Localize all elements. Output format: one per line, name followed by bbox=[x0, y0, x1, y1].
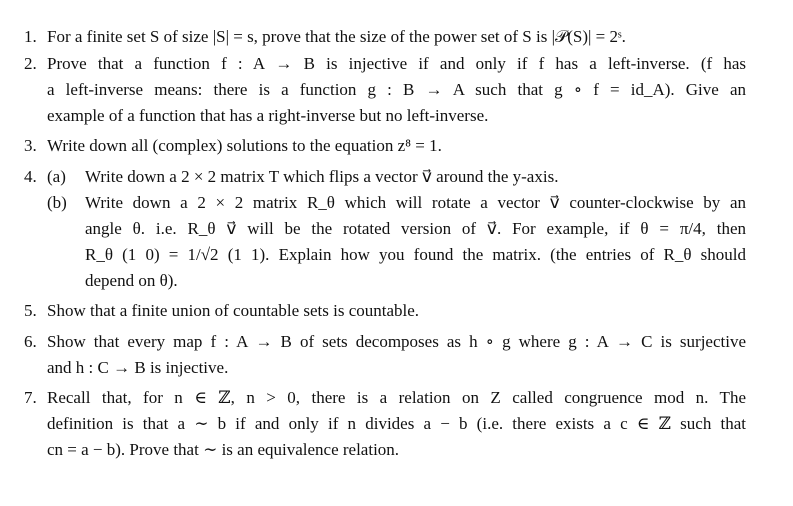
question-number: 4. bbox=[24, 167, 37, 186]
question-number: 5. bbox=[24, 301, 37, 320]
question-6 bbox=[24, 332, 746, 384]
question-text-line: and h : C → B is injective. bbox=[47, 358, 229, 377]
part-label: (a) bbox=[47, 167, 66, 186]
question-7 bbox=[24, 388, 746, 466]
question-3 bbox=[24, 136, 746, 162]
part-label: (b) bbox=[47, 193, 67, 212]
question-text-line: definition is that a ∼ b if and only if n divides a − b (i.e. there exists a c ∈ ℤ such that bbox=[47, 414, 746, 433]
question-4a bbox=[47, 167, 746, 193]
question-text-line: Recall that, for n ∈ ℤ, n > 0, there is a relation on Z called congruence mod n. The bbox=[47, 388, 746, 407]
question-4 bbox=[24, 167, 746, 297]
question-text-line: depend on θ). bbox=[85, 271, 178, 290]
question-text-line: a left-inverse means: there is a function g : B → A such that g ∘ f = id_A). Give an bbox=[47, 80, 746, 99]
question-text-line: Prove that a function f : A → B is injective if and only if f has a left-inverse. (f has bbox=[47, 54, 746, 73]
question-text-line: Write down all (complex) solutions to the equation z⁸ = 1. bbox=[47, 136, 442, 155]
question-text-line: For a finite set S of size |S| = s, prove that the size of the power set of S is |𝒫(S)| = 2ˢ. bbox=[47, 27, 626, 46]
question-text-line: R_θ (1 0) = 1/√2 (1 1). Explain how you found the matrix. (the entries of R_θ should bbox=[85, 245, 746, 264]
question-2 bbox=[24, 54, 746, 132]
question-number: 7. bbox=[24, 388, 37, 407]
question-text-line: Show that every map f : A → B of sets decomposes as h ∘ g where g : A → C is surjective bbox=[47, 332, 746, 351]
question-4b bbox=[47, 193, 746, 297]
question-5 bbox=[24, 301, 746, 327]
question-text-line: Show that a finite union of countable sets is countable. bbox=[47, 301, 420, 320]
question-text-line: Write down a 2 × 2 matrix R_θ which will rotate a vector v⃗ counter-clockwise by an bbox=[85, 193, 746, 212]
question-text-line: example of a function that has a right-inverse but no left-inverse. bbox=[47, 106, 489, 125]
question-text-line: angle θ. i.e. R_θ v⃗ will be the rotated version of v⃗. For example, if θ = π/4, then bbox=[85, 219, 746, 238]
question-number: 3. bbox=[24, 136, 37, 155]
question-text-line: Write down a 2 × 2 matrix T which flips a vector v⃗ around the y-axis. bbox=[85, 167, 559, 186]
question-number: 2. bbox=[24, 54, 37, 73]
question-1 bbox=[24, 27, 746, 53]
question-number: 6. bbox=[24, 332, 37, 351]
question-number: 1. bbox=[24, 27, 37, 46]
question-text-line: cn = a − b). Prove that ∼ is an equivalence relation. bbox=[47, 440, 400, 459]
